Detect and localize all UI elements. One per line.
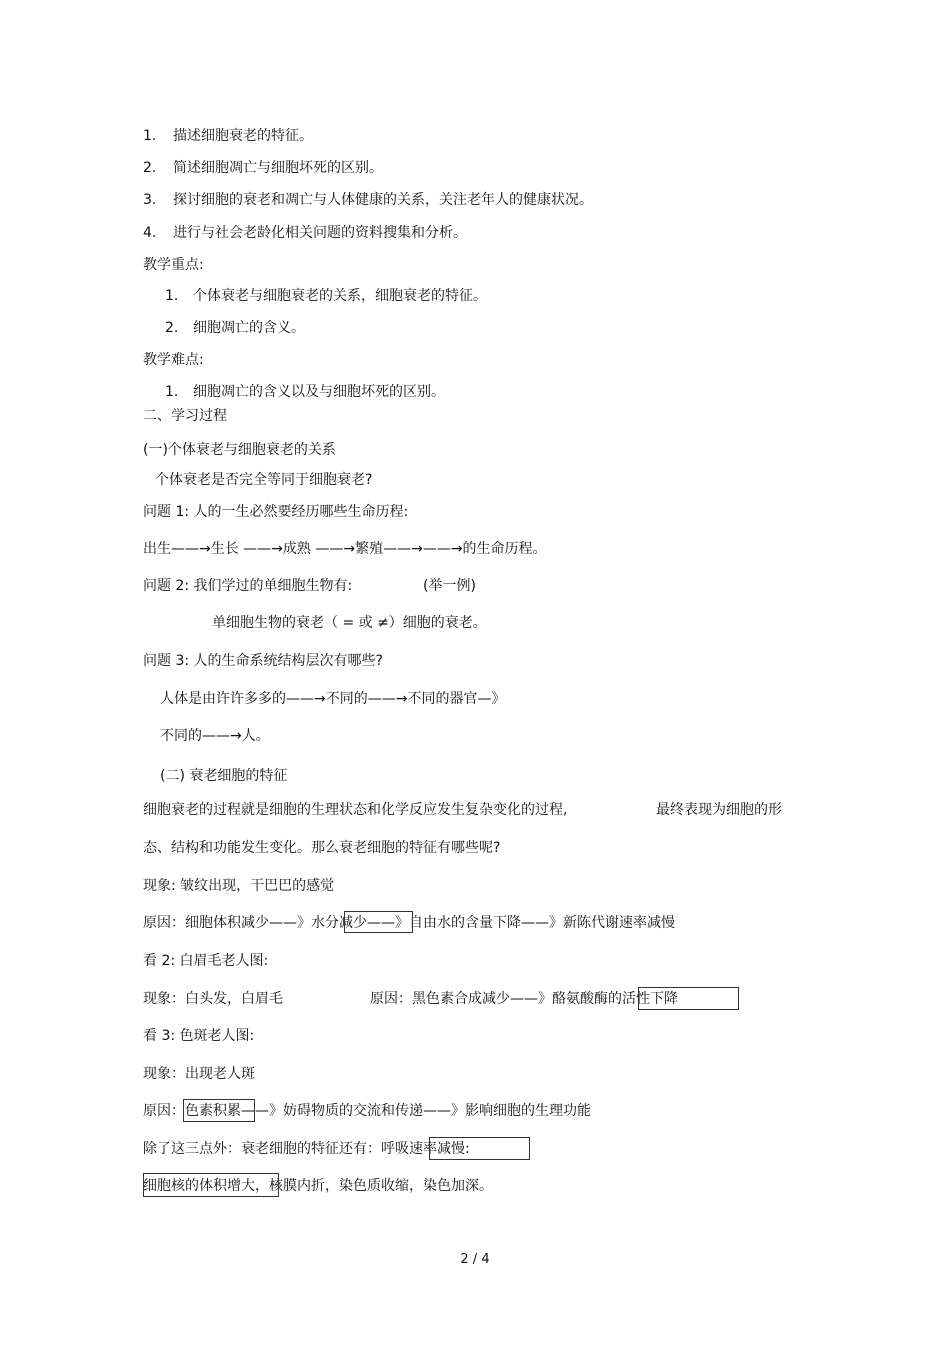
answer-box-cause-2 [638, 987, 739, 1010]
key-point-2-text: 细胞凋亡的含义。 [193, 320, 305, 336]
difficulties-heading: 教学难点: [143, 352, 204, 368]
answer-box-other-1 [429, 1137, 530, 1160]
paragraph-line-1a: 细胞衰老的过程就是细胞的生理状态和化学反应发生复杂变化的过程, [143, 802, 568, 818]
cause-2: 原因：黑色素合成减少——》酪氨酸酶的活性下降 [370, 991, 678, 1007]
question-2-answer: 单细胞生物的衰老（ = 或 ≠）细胞的衰老。 [212, 615, 487, 631]
phenomenon-3: 现象：出现老人斑 [143, 1066, 255, 1082]
question-2-example-hint: (举一例) [423, 578, 476, 594]
key-point-1 [165, 287, 487, 305]
answer-box-cause-1 [344, 911, 413, 933]
objective-2-text: 简述细胞凋亡与细胞坏死的区别。 [173, 160, 383, 176]
paragraph-line-1b: 最终表现为细胞的形 [656, 802, 782, 818]
objective-3 [143, 191, 593, 209]
objective-3-number: 3. [143, 192, 157, 208]
other-features-line-1: 除了这三点外：衰老细胞的特征还有：呼吸速率减慢: [143, 1141, 470, 1157]
cause-3: 原因：色素积累——》妨碍物质的交流和传递——》影响细胞的生理功能 [143, 1103, 591, 1119]
question-intro: 个体衰老是否完全等同于细胞衰老? [155, 472, 373, 488]
objective-1-number: 1. [143, 128, 157, 144]
page-number: 2 / 4 [460, 1252, 490, 1267]
question-2: 问题 2: 我们学过的单细胞生物有: [143, 578, 353, 594]
cause-1: 原因：细胞体积减少——》水分减少——》自由水的含量下降——》新陈代谢速率减慢 [143, 915, 675, 931]
other-features-line-2: 细胞核的体积增大，核膜内折，染色质收缩，染色加深。 [143, 1178, 493, 1194]
key-points-heading: 教学重点: [143, 257, 204, 273]
objective-1-text: 描述细胞衰老的特征。 [173, 128, 313, 144]
key-point-2-number: 2. [165, 320, 179, 336]
key-point-1-number: 1. [165, 288, 179, 304]
objective-4-text: 进行与社会老龄化相关问题的资料搜集和分析。 [173, 225, 467, 241]
difficulty-1 [165, 383, 445, 401]
difficulty-1-text: 细胞凋亡的含义以及与细胞坏死的区别。 [193, 384, 445, 400]
subsection-heading-1: (一)个体衰老与细胞衰老的关系 [143, 442, 336, 458]
subsection-heading-2: (二) 衰老细胞的特征 [160, 768, 288, 784]
difficulty-1-number: 1. [165, 384, 179, 400]
question-3-answer-line-2: 不同的——→人。 [160, 728, 270, 744]
key-point-2 [165, 319, 305, 337]
question-3-answer-line-1: 人体是由许许多多的——→不同的——→不同的器官—》 [160, 691, 506, 707]
objective-1 [143, 127, 313, 145]
phenomenon-2: 现象：白头发，白眉毛 [143, 991, 283, 1007]
objective-2 [143, 159, 383, 177]
objective-4 [143, 224, 467, 242]
objective-2-number: 2. [143, 160, 157, 176]
look-2: 看 2: 白眉毛老人图: [143, 953, 269, 969]
answer-box-other-2 [143, 1173, 279, 1197]
question-1-answer: 出生——→生长 ——→成熟 ——→繁殖——→——→的生命历程。 [143, 541, 547, 557]
section-heading-learning-process: 二、学习过程 [143, 408, 227, 424]
phenomenon-1: 现象: 皱纹出现，干巴巴的感觉 [143, 878, 335, 894]
question-1: 问题 1: 人的一生必然要经历哪些生命历程: [143, 504, 409, 520]
paragraph-line-2: 态、结构和功能发生变化。那么衰老细胞的特征有哪些呢? [143, 840, 501, 856]
objective-4-number: 4. [143, 225, 157, 241]
look-3: 看 3: 色斑老人图: [143, 1028, 255, 1044]
answer-box-cause-3 [183, 1099, 255, 1122]
objective-3-text: 探讨细胞的衰老和凋亡与人体健康的关系，关注老年人的健康状况。 [173, 192, 593, 208]
key-point-1-text: 个体衰老与细胞衰老的关系，细胞衰老的特征。 [193, 288, 487, 304]
question-3: 问题 3: 人的生命系统结构层次有哪些? [143, 653, 383, 669]
